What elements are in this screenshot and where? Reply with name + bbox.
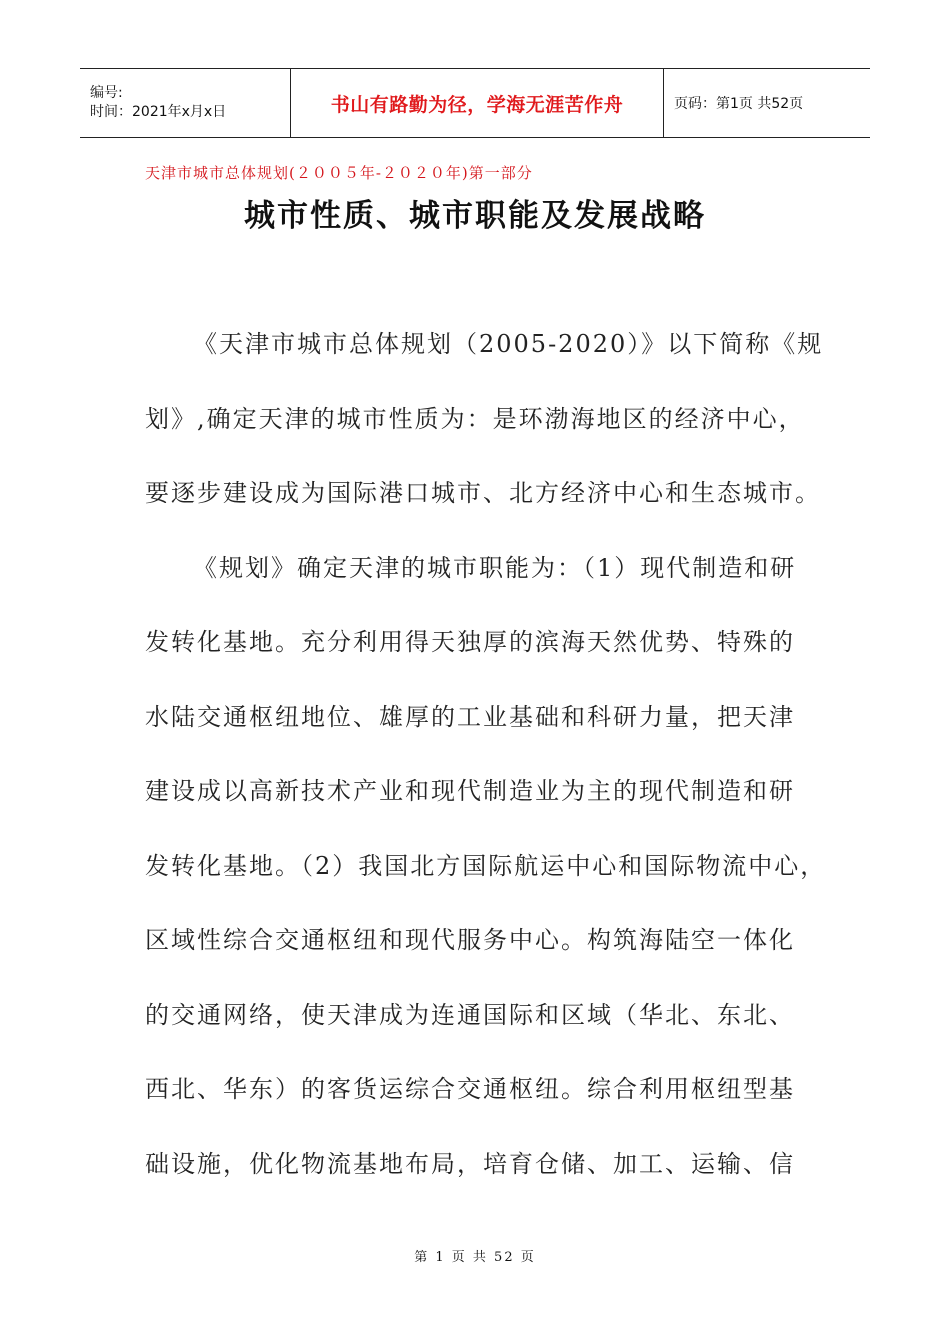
- motto-text: 书山有路勤为径，学海无涯苦作舟: [330, 93, 624, 116]
- text-line: 要逐步建设成为国际港口城市、北方经济中心和生态城市。: [145, 479, 821, 507]
- page-info: 页码：第1页 共52页: [674, 96, 804, 112]
- text-line: 发转化基地。（2）我国北方国际航运中心和国际物流中心，: [145, 851, 827, 880]
- text-line: 《天津市城市总体规划（2005-2020）》以下简称《规: [193, 330, 824, 358]
- text-line: 础设施，优化物流基地布局，培育仓储、加工、运输、信: [145, 1149, 795, 1178]
- header-left-cell: [80, 69, 290, 137]
- number-label: 编号:: [90, 85, 123, 101]
- document-title: 城市性质、城市职能及发展战略: [244, 198, 706, 234]
- text-line: 《规划》确定天津的城市职能为：（1）现代制造和研: [193, 553, 797, 582]
- text-line: 划》,确定天津的城市性质为：是环渤海地区的经济中心，: [145, 404, 805, 433]
- text-line: 的交通网络，使天津成为连通国际和区域（华北、东北、: [145, 1000, 795, 1029]
- page-header: [80, 68, 870, 138]
- header-right-cell: [664, 69, 870, 137]
- text-line: 区域性综合交通枢纽和现代服务中心。构筑海陆空一体化: [145, 926, 795, 954]
- page-footer: 第 1 页 共 52 页: [414, 1250, 536, 1265]
- body-text: [145, 315, 827, 1209]
- text-line: 建设成以高新技术产业和现代制造业为主的现代制造和研: [145, 777, 795, 805]
- date-label: 时间：2021年x月x日: [90, 104, 227, 120]
- document-subtitle: 天津市城市总体规划(２００５年-２０２０年)第一部分: [145, 164, 533, 182]
- text-line: 西北、华东）的客货运综合交通枢纽。综合利用枢纽型基: [145, 1075, 795, 1103]
- text-line: 水陆交通枢纽地位、雄厚的工业基础和科研力量，把天津: [145, 702, 795, 731]
- text-line: 发转化基地。充分利用得天独厚的滨海天然优势、特殊的: [145, 628, 795, 656]
- header-middle-cell: [290, 69, 664, 137]
